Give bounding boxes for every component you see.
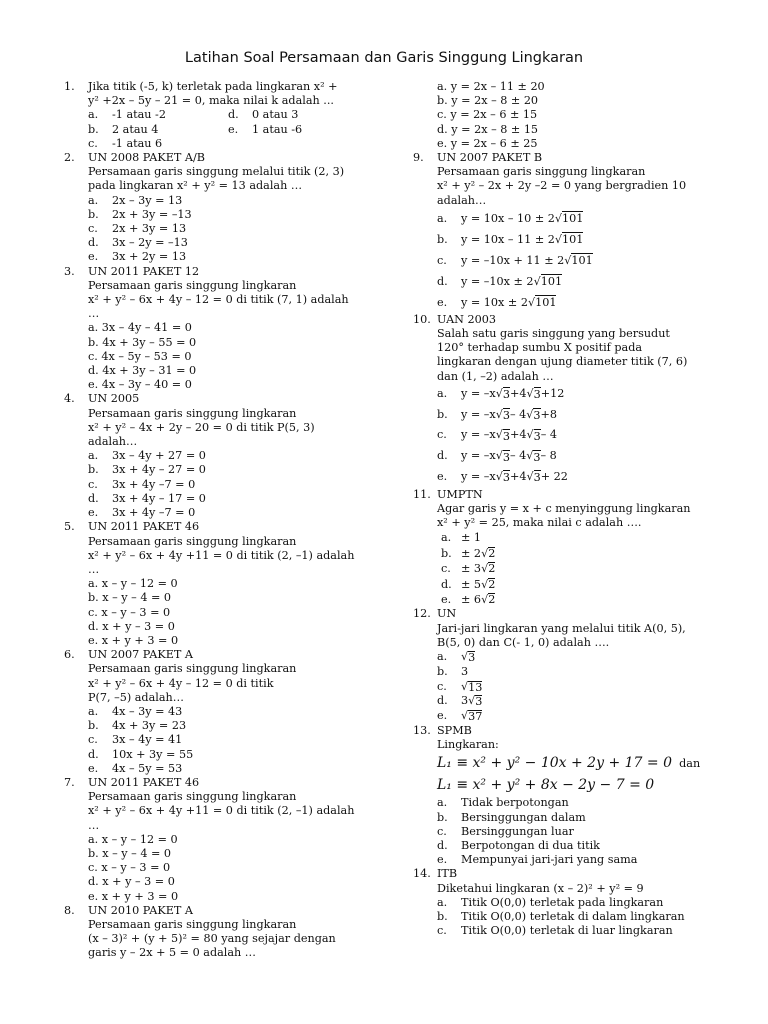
option-a: a. y = 2x – 11 ± 20 [437, 80, 545, 93]
option-b: b. y = –x √ 3 – 4 √ 3 +8 [437, 407, 558, 423]
sqrt-symbol: √ [554, 232, 563, 246]
question-number: 3. [64, 264, 75, 278]
option-d: d. y = 2x – 8 ± 15 [437, 122, 539, 136]
question-10 [413, 313, 723, 488]
option-e: e. Mempunyai jari-jari yang sama [437, 853, 638, 867]
option-a: a. x – y – 12 = 0 [88, 832, 178, 846]
question-source: ITB [437, 867, 458, 881]
option-e: e. x + y + 3 = 0 [88, 633, 179, 647]
equation-l2: L₁ ≡ x² + y² + 8x − 2y − 7 = 0 [437, 777, 655, 794]
option-e: e. 4x – 5y = 53 [88, 761, 183, 775]
question-text: … [88, 307, 100, 321]
question-number: 7. [64, 775, 75, 789]
option-letter: d. [228, 108, 239, 122]
option-a: a. Titik O(0,0) terletak pada lingkaran [437, 895, 664, 909]
option-a: a. 3x – 4y + 27 = 0 [88, 449, 206, 463]
option-c: c. 2x + 3y = 13 [88, 222, 187, 236]
question-source: UN 2011 PAKET 12 [88, 264, 200, 278]
option-b: b. x – y – 4 = 0 [88, 591, 172, 605]
option-b: b. 4x + 3y = 23 [88, 719, 187, 733]
question-text: y² +2x – 5y – 21 = 0, maka nilai k adalah ... [88, 94, 334, 108]
question-9 [413, 151, 723, 313]
question-number: 6. [64, 648, 75, 662]
option-d: d. ± 5 √ 2 [441, 577, 496, 591]
question-text: B(5, 0) dan C(- 1, 0) adalah …. [437, 635, 610, 649]
option-c: c. y = 2x – 6 ± 15 [437, 108, 538, 122]
question-text: dan (1, –2) adalah … [437, 369, 554, 383]
option-d: d. Berpotongan di dua titik [437, 839, 600, 853]
question-source: UN 2007 PAKET B [437, 151, 543, 165]
option-text: 1 atau -6 [252, 122, 303, 136]
option-b: b. 3x + 4y – 27 = 0 [88, 463, 206, 477]
option-letter: a. [88, 108, 99, 122]
left-column [64, 80, 370, 961]
question-text: Diketahui lingkaran (x – 2)² + y² = 9 [437, 881, 644, 895]
question-number: 5. [64, 520, 75, 534]
option-b: b. x – y – 4 = 0 [88, 846, 172, 860]
option-e: e. x + y + 3 = 0 [88, 889, 179, 903]
option-e: e. y = 2x – 6 ± 25 [437, 136, 538, 150]
question-text: x² + y² – 2x + 2y –2 = 0 yang bergradien 10 [437, 179, 687, 193]
question-source: SPMB [437, 724, 472, 738]
question-number: 11. [413, 487, 431, 501]
question-text: x² + y² – 6x + 4y +11 = 0 di titik (2, –1) adalah [88, 548, 355, 562]
question-text: (x – 3)² + (y + 5)² = 80 yang sejajar dengan [88, 932, 336, 946]
question-source: UN 2005 [88, 392, 140, 406]
option-b: b. 3 [437, 664, 469, 678]
option-c: c. y = –x √ 3 +4 √ 3 – 4 [437, 428, 558, 443]
question-text: P(7, –5) adalah… [88, 690, 184, 704]
option-e: e. √ 37 [437, 709, 483, 724]
option-d: d. 4x + 3y – 31 = 0 [88, 364, 197, 378]
option-a: a. 2x – 3y = 13 [88, 193, 183, 207]
question-text: x² + y² – 6x + 4y +11 = 0 di titik (2, –1) adalah [88, 804, 355, 818]
option-c: c. x – y – 3 = 0 [88, 861, 171, 875]
question-text: lingkaran dengan ujung diameter titik (7, 6) [437, 355, 688, 369]
option-a: a. Tidak berpotongan [437, 796, 569, 810]
question-3 [64, 265, 370, 393]
question-2 [64, 151, 370, 265]
question-source: UN 2007 PAKET A [88, 648, 194, 662]
question-text: Jari-jari lingkaran yang melalui titik A(0, 5), [437, 621, 686, 635]
question-12 [413, 607, 723, 724]
question-14 [413, 867, 723, 938]
question-text: Agar garis y = x + c menyinggung lingkaran [437, 502, 691, 516]
question-text: x² + y² – 4x + 2y – 20 = 0 di titik P(5, 3) [88, 420, 315, 434]
question-13 [413, 724, 723, 867]
option-d: d. 10x + 3y = 55 [88, 747, 194, 761]
option-b: b. 4x + 3y – 55 = 0 [88, 335, 197, 349]
question-text: x² + y² – 6x + 4y – 12 = 0 di titik (7, 1) adalah [88, 293, 349, 307]
question-11 [413, 488, 723, 608]
option-e: e. ± 6 √ 2 [441, 593, 496, 607]
question-number: 12. [413, 607, 431, 621]
question-number: 2. [64, 151, 75, 165]
option-a: a. √ 3 [437, 650, 476, 664]
option-c: c. x – y – 3 = 0 [88, 605, 171, 619]
question-number: 1. [64, 80, 75, 93]
question-text: garis y – 2x + 5 = 0 adalah … [88, 946, 256, 960]
option-text: 0 atau 3 [252, 108, 299, 122]
option-text: -1 atau -2 [112, 108, 166, 122]
option-text: 2 atau 4 [112, 122, 159, 136]
question-text: pada lingkaran x² + y² = 13 adalah … [88, 179, 303, 193]
question-5 [64, 520, 370, 648]
question-8-options [413, 80, 723, 151]
question-8 [64, 904, 370, 961]
option-b: b. y = 2x – 8 ± 20 [437, 94, 539, 108]
question-text: … [88, 562, 100, 576]
option-a: a. x – y – 12 = 0 [88, 577, 178, 591]
option-b: b. y = 10x – 11 ± 2 √ 101 [437, 229, 723, 250]
question-text: Persamaan garis singgung lingkaran [88, 790, 297, 804]
equation-l1: L₁ ≡ x² + y² − 10x + 2y + 17 = 0 dan [437, 755, 701, 772]
question-source: UN 2011 PAKET 46 [88, 520, 200, 534]
option-a: a. 4x – 3y = 43 [88, 704, 183, 718]
question-text: … [88, 818, 100, 832]
sqrt-symbol: √ [527, 295, 536, 309]
option-d: d. 3 √ 3 [437, 694, 483, 709]
option-e: e. 3x + 4y –7 = 0 [88, 506, 196, 520]
question-text: Persamaan garis singgung lingkaran [88, 662, 297, 676]
question-text: Persamaan garis singgung lingkaran [437, 165, 646, 179]
question-text: Lingkaran: [437, 738, 499, 752]
question-number: 4. [64, 392, 75, 406]
option-c: c. Bersinggungan luar [437, 824, 574, 838]
option-letter: c. [88, 136, 98, 150]
option-d: d. 3x + 4y – 17 = 0 [88, 491, 206, 505]
option-b: b. Titik O(0,0) terletak di dalam lingkaran [437, 910, 685, 924]
question-number: 10. [413, 312, 431, 326]
option-c: c. 4x – 5y – 53 = 0 [88, 349, 192, 363]
option-letter: b. [88, 122, 99, 136]
question-text: Salah satu garis singgung yang bersudut [437, 327, 670, 341]
option-text: -1 atau 6 [112, 136, 163, 150]
option-d: d. y = –10x ± 2 √ 101 [437, 271, 723, 292]
question-source: UN 2008 PAKET A/B [88, 151, 205, 165]
option-a: a. y = 10x – 10 ± 2 √ 101 [437, 208, 723, 229]
option-c: c. y = –10x + 11 ± 2 √ 101 [437, 250, 723, 271]
question-source: UAN 2003 [437, 312, 496, 326]
question-7 [64, 776, 370, 904]
question-text: Persamaan garis singgung lingkaran [88, 406, 297, 420]
option-e: e. 4x – 3y – 40 = 0 [88, 378, 192, 392]
option-c: c. √ 13 [437, 679, 483, 694]
question-text: adalah… [437, 193, 487, 207]
option-c: c. 3x – 4y = 41 [88, 733, 183, 747]
question-text: Persamaan garis singgung lingkaran [88, 534, 297, 548]
sqrt-symbol: √ [533, 274, 541, 288]
question-text: x² + y² – 6x + 4y – 12 = 0 di titik [88, 676, 274, 690]
question-text: Persamaan garis singgung melalui titik (2, 3) [88, 165, 345, 179]
option-b: b. Bersinggungan dalam [437, 810, 586, 824]
option-a: a. 3x – 4y – 41 = 0 [88, 321, 192, 335]
question-number: 8. [64, 903, 75, 917]
question-text: Jika titik (-5, k) terletak pada lingkaran x² + [88, 80, 338, 93]
option-e: e. y = 10x ± 2 √ 101 [437, 292, 723, 313]
question-source: UN [437, 607, 457, 621]
option-d: d. x + y – 3 = 0 [88, 619, 175, 633]
sqrt-symbol: √ [564, 253, 572, 267]
question-6 [64, 648, 370, 776]
right-column [413, 80, 723, 939]
question-1 [64, 80, 370, 151]
option-b: b. ± 2 √ 2 [441, 546, 496, 561]
page-title: Latihan Soal Persamaan dan Garis Singgung Lingkaran [184, 50, 584, 66]
question-source: UN 2011 PAKET 46 [88, 775, 200, 789]
option-a: a. y = –x √ 3 +4 √ 3 +12 [437, 386, 565, 402]
question-text: Persamaan garis singgung lingkaran [88, 278, 297, 292]
question-number: 14. [413, 867, 431, 881]
question-number: 13. [413, 724, 431, 738]
option-a: a. ± 1 [441, 531, 482, 545]
option-letter: e. [228, 122, 239, 136]
sqrt-symbol: √ [554, 211, 563, 225]
question-text: 120° terhadap sumbu X positif pada [437, 341, 643, 355]
option-c: c. ± 3 √ 2 [441, 562, 496, 576]
question-4 [64, 392, 370, 520]
option-e: e. y = –x √ 3 +4 √ 3 + 22 [437, 470, 568, 485]
option-row [88, 137, 370, 151]
option-c: c. Titik O(0,0) terletak di luar lingkaran [437, 924, 673, 938]
question-source: UN 2010 PAKET A [88, 903, 194, 917]
option-row [88, 108, 370, 122]
option-c: c. 3x + 4y –7 = 0 [88, 477, 196, 491]
option-d: d. x + y – 3 = 0 [88, 875, 175, 889]
option-e: e. 3x + 2y = 13 [88, 250, 187, 264]
question-source: UMPTN [437, 487, 483, 501]
question-number: 9. [413, 151, 424, 165]
option-b: b. 2x + 3y = –13 [88, 207, 192, 221]
option-d: d. y = –x √ 3 – 4 √ 3 – 8 [437, 449, 557, 464]
question-text: adalah… [88, 435, 138, 449]
option-row [88, 123, 370, 137]
question-text: x² + y² = 25, maka nilai c adalah …. [437, 516, 642, 530]
question-text: Persamaan garis singgung lingkaran [88, 917, 297, 931]
option-d: d. 3x – 2y = –13 [88, 236, 188, 250]
